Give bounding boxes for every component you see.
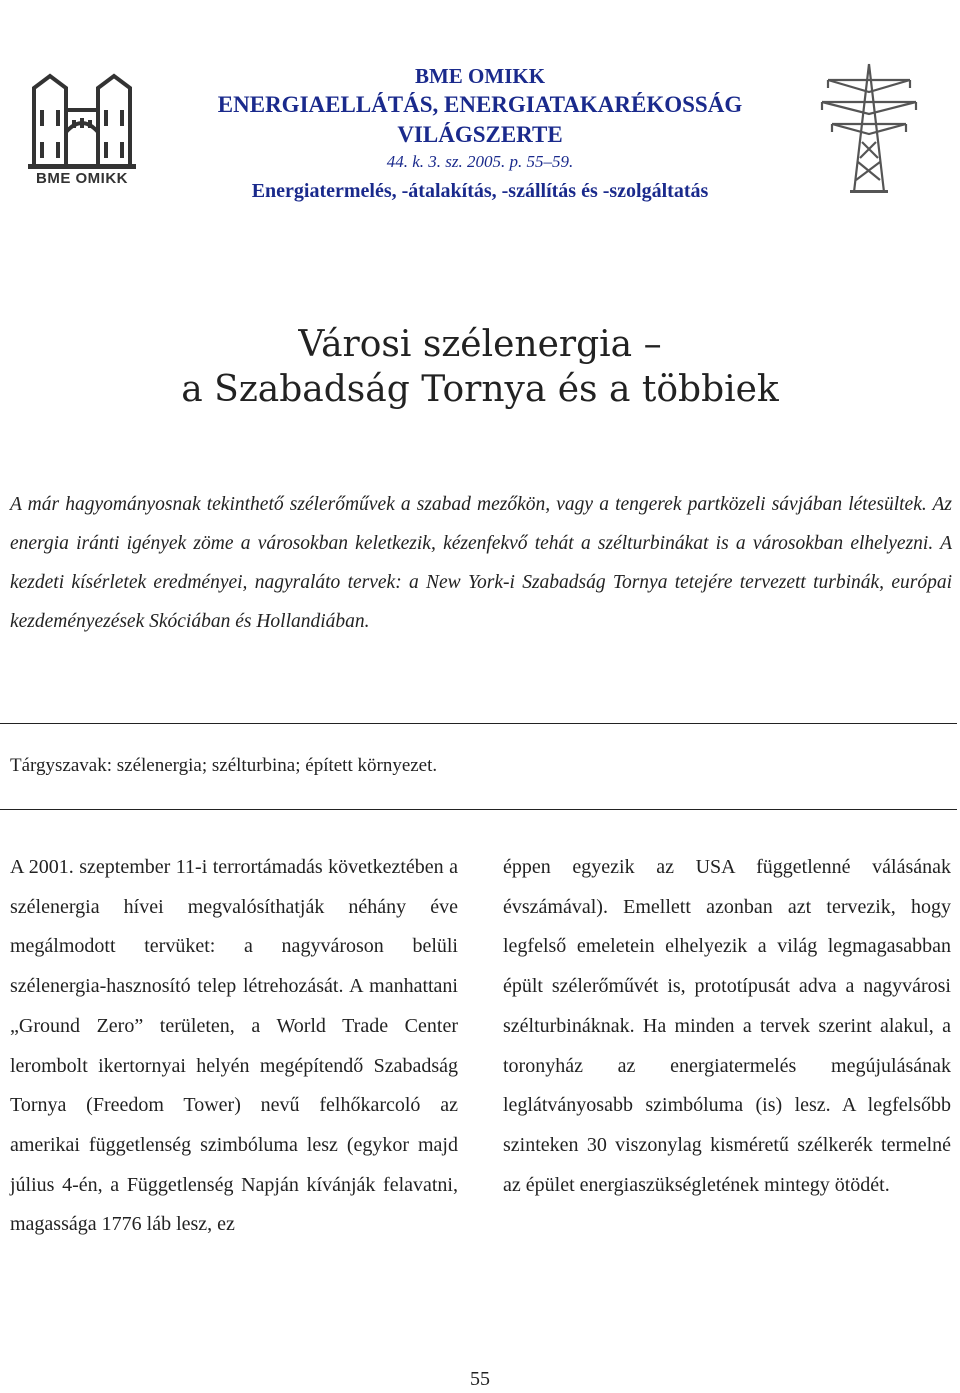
bme-omikk-logo — [28, 70, 136, 194]
body-paragraph-right: éppen egyezik az USA függetlenné válásának évszámával). Emellett azonban azt tervezik, hogy legfelső emeletein elhelyezik a világ legmagasabban épült szélerőművét is, prototípusát adva a nagyvárosi szélturbináknak. Ha minden a tervek szerint alakul, a toronyház az energiatermelés megújulásának leglátványosabb szimbóluma (is) lesz. A legfelsőbb szinteken 30 viszonylag kisméretű szélkerék termelné az épület energiaszükségletének mintegy ötödét. — [503, 856, 951, 1196]
citation: 44. k. 3. sz. 2005. p. 55–59. — [386, 152, 574, 171]
divider-top — [0, 723, 957, 724]
body-column-right — [503, 848, 951, 1205]
title-line-1: Városi szélenergia – — [298, 324, 662, 365]
article-title — [0, 322, 960, 412]
abstract: A már hagyományosnak tekinthető szélerőművek a szabad mezőkön, vagy a tengerek partközeli sávjában létesültek. Az energia iránti igények zöme a városokban keletkezik, kézenfekvő tehát a szélturbinákat is a városokban elhelyezni. A kezdeti kísérletek eredményei, nagyraláto tervek: a New York-i Szabadság Tornya tetejére tervezett turbinák, európai kezdeményezések Skóciában és Hollandiában. — [10, 494, 952, 632]
divider-bottom — [0, 809, 957, 810]
body-paragraph-left: A 2001. szeptember 11-i terrortámadás következtében a szélenergia hívei megvalósíthatják néhány éve megálmodott tervüket: a nagyvároson belüli szélenergia-hasznosító telep létrehozását. A manhattani „Ground Zero” területen, a World Trade Center lerombolt ikertornyai helyén megépítendő Szabadság Tornya (Freedom Tower) nevű felhőkarcoló az amerikai függetlenség szimbóluma lesz (egykor majd július 4-én, a Függetlenség Napján kívánják felavatni, magassága 1776 láb lesz, ez — [10, 856, 458, 1236]
journal-header — [150, 62, 810, 206]
org-name: BME OMIKK — [414, 64, 546, 88]
body-column-left — [10, 848, 458, 1245]
power-pylon-logo — [818, 62, 920, 194]
pylon-icon — [818, 62, 920, 194]
logo-caption: BME OMIKK — [36, 170, 128, 187]
journal-name: ENERGIAELLÁTÁS, ENERGIATAKARÉKOSSÁG VILÁGSZERTE — [217, 92, 743, 147]
page-number: 55 — [470, 1368, 490, 1390]
building-icon — [28, 70, 136, 170]
title-line-2: a Szabadság Tornya és a többiek — [181, 369, 779, 410]
keywords: Tárgyszavak: szélenergia; szélturbina; épített környezet. — [10, 755, 438, 776]
section-name: Energiatermelés, -átalakítás, -szállítás és -szolgáltatás — [251, 180, 709, 202]
